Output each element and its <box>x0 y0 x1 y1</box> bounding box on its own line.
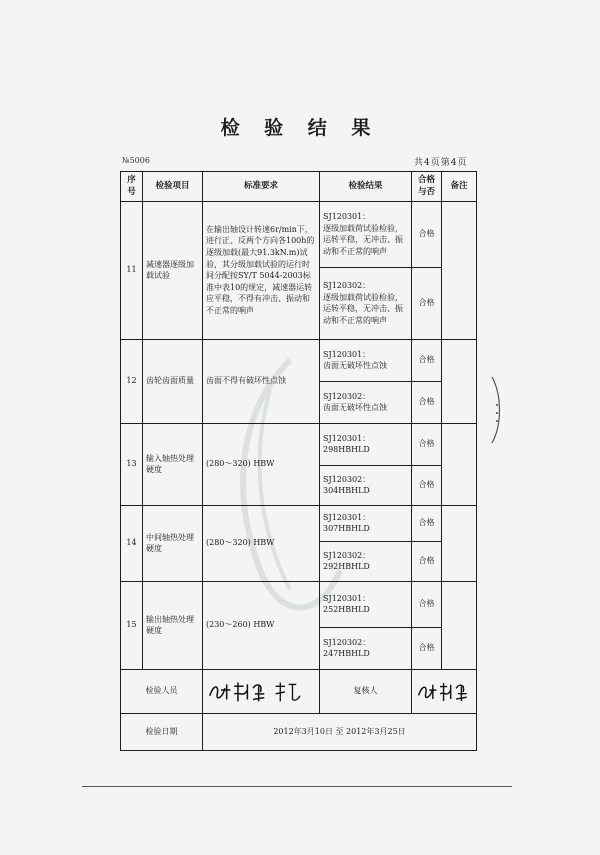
row-verdict: 合格 <box>412 423 442 465</box>
table-row <box>121 581 477 627</box>
row-verdict: 合格 <box>412 581 442 627</box>
row-standard: 齿面不得有破坏性点蚀 <box>203 339 320 423</box>
row-remark <box>442 201 477 339</box>
row-standard: 在输出轴设计转速6r/min下，进行正、反两个方向各100h的逐级加载(最大91.3kN.m)试验，其分级加载试验的运行时间分配按SY/T 5044-2003标准中表10的规定，减速器运转应平稳，不得有冲击、振动和不正常的响声 <box>203 201 320 339</box>
row-result: SJ120301： 逐级加载荷试验检验，运转平稳，无冲击、振动和不正常的响声 <box>320 201 412 267</box>
row-result: SJ120301： 307HBHLD <box>320 505 412 541</box>
document-number: №5006 <box>122 156 150 165</box>
date-row <box>121 713 477 750</box>
row-item: 中间轴热处理硬度 <box>143 505 203 581</box>
row-item: 减速器逐级加载试验 <box>143 201 203 339</box>
row-no: 15 <box>121 581 143 669</box>
row-result: SJ120302： 逐级加载荷试验检验，运转平稳，无冲击、振动和不正常的响声 <box>320 267 412 339</box>
footer-divider <box>82 786 512 787</box>
row-no: 12 <box>121 339 143 423</box>
signature-row <box>121 669 477 713</box>
table-row <box>121 339 477 381</box>
row-standard: (230～260) HBW <box>203 581 320 669</box>
row-verdict: 合格 <box>412 465 442 505</box>
date-label: 检验日期 <box>121 713 203 750</box>
row-result: SJ120301： 298HBHLD <box>320 423 412 465</box>
row-result: SJ120302： 304HBHLD <box>320 465 412 505</box>
row-verdict: 合格 <box>412 505 442 541</box>
row-verdict: 合格 <box>412 267 442 339</box>
row-verdict: 合格 <box>412 339 442 381</box>
row-verdict: 合格 <box>412 541 442 581</box>
row-remark <box>442 423 477 505</box>
header-no: 序号 <box>121 172 143 202</box>
row-remark <box>442 505 477 581</box>
header-item: 检验项目 <box>143 172 203 202</box>
row-item: 输入轴热处理硬度 <box>143 423 203 505</box>
row-item: 齿轮齿面质量 <box>143 339 203 423</box>
row-no: 11 <box>121 201 143 339</box>
reviewer-signature <box>412 669 477 713</box>
row-result: SJ120301： 252HBHLD <box>320 581 412 627</box>
table-row <box>121 423 477 465</box>
header-remark: 备注 <box>442 172 477 202</box>
row-standard: (280～320) HBW <box>203 505 320 581</box>
row-result: SJ120302： 292HBHLD <box>320 541 412 581</box>
row-verdict: 合格 <box>412 381 442 423</box>
inspector-label: 检验人员 <box>121 669 203 713</box>
row-remark <box>442 581 477 669</box>
row-no: 14 <box>121 505 143 581</box>
inspector-signature <box>203 669 320 713</box>
binding-mark-icon <box>488 375 506 445</box>
inspector-signature-icon <box>206 676 316 706</box>
date-value: 2012年3月10日 至 2012年3月25日 <box>203 713 477 750</box>
inspection-results-table <box>120 171 477 751</box>
header-standard: 标准要求 <box>203 172 320 202</box>
row-remark <box>442 339 477 423</box>
page-title: 检 验 结 果 <box>220 117 380 139</box>
header-result: 检验结果 <box>320 172 412 202</box>
table-header-row <box>121 172 477 202</box>
reviewer-signature-icon <box>415 676 473 706</box>
header-verdict: 合格与否 <box>412 172 442 202</box>
row-no: 13 <box>121 423 143 505</box>
row-result: SJ120302： 247HBHLD <box>320 627 412 669</box>
row-item: 输出轴热处理硬度 <box>143 581 203 669</box>
reviewer-label: 复核人 <box>320 669 412 713</box>
row-result: SJ120301： 齿面无破坏性点蚀 <box>320 339 412 381</box>
row-standard: (280～320) HBW <box>203 423 320 505</box>
row-verdict: 合格 <box>412 201 442 267</box>
row-result: SJ120302： 齿面无破坏性点蚀 <box>320 381 412 423</box>
page-count: 共4页第4页 <box>414 158 468 168</box>
table-row <box>121 201 477 267</box>
row-verdict: 合格 <box>412 627 442 669</box>
table-row <box>121 505 477 541</box>
